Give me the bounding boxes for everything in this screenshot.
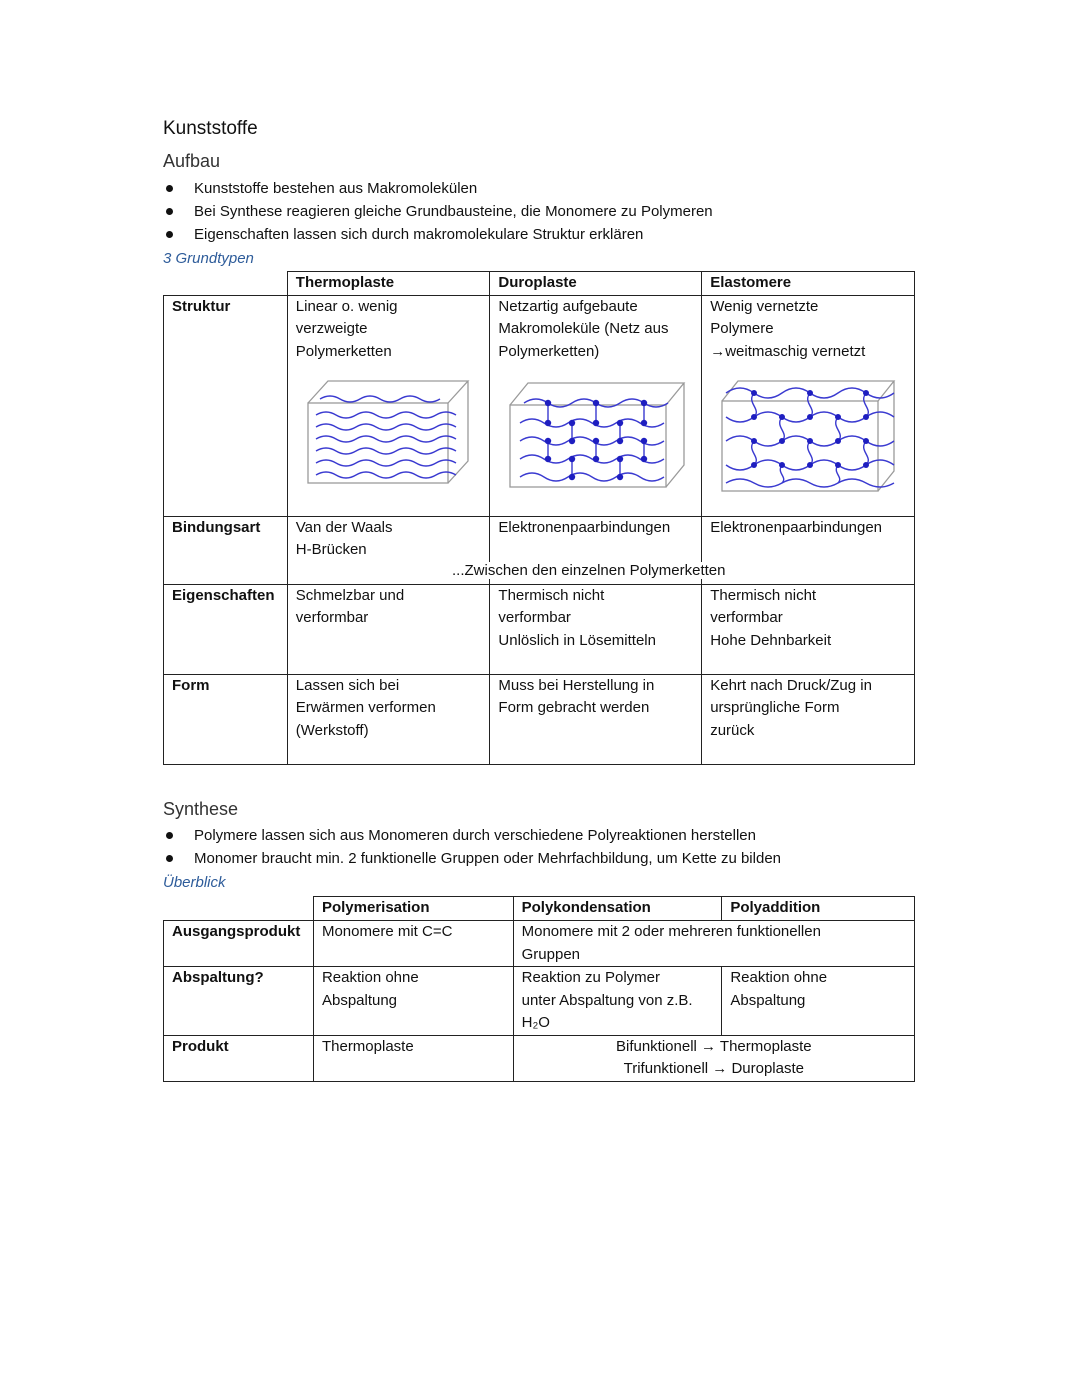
cell-ausgang-kond-add: Monomere mit 2 oder mehreren funktionellen Gruppen [513,921,914,967]
cell-form-duroplaste: Muss bei Herstellung in Form gebracht werden [490,674,702,764]
cell-struktur-thermoplaste: Linear o. wenig verzweigte Polymerketten [287,295,490,516]
cell-bindungsart-thermoplaste: Van der Waals H-Brücken [287,516,490,584]
cell-abspaltung-polyaddition: Reaktion ohne Abspaltung [722,967,915,1036]
cell-struktur-duroplaste: Netzartig aufgebaute Makromoleküle (Netz aus Polymerketten) [490,295,702,516]
header-duroplaste: Duroplaste [490,272,702,296]
cell-struktur-elastomere: Wenig vernetzte Polymere →weitmaschig vernetzt [702,295,915,516]
cell-bindungsart-elastomere: Elektronenpaarbindungen [702,516,915,584]
cell-ausgang-polymerisation: Monomere mit C=C [313,921,513,967]
cell-eigenschaften-thermoplaste: Schmelzbar und verformbar [287,584,490,674]
page-title: Kunststoffe [163,118,258,139]
cell-eigenschaften-elastomere: Thermisch nicht verformbar Hohe Dehnbarkeit [702,584,915,674]
header-elastomere: Elastomere [702,272,915,296]
bullet-icon [166,855,173,862]
table-corner [164,272,288,296]
synthese-bullet-list [163,824,781,870]
bullet-icon [166,832,173,839]
aufbau-bullet-list [163,177,713,246]
header-thermoplaste: Thermoplaste [287,272,490,296]
list-item: Bei Synthese reagieren gleiche Grundbausteine, die Monomere zu Polymeren [163,200,713,223]
cell-abspaltung-polymerisation: Reaktion ohne Abspaltung [313,967,513,1036]
section-heading-synthese: Synthese [163,799,239,819]
elastomer-structure-diagram [716,377,901,495]
row-label-bindungsart: Bindungsart [164,516,288,584]
grundtypen-table [163,271,915,765]
row-label-struktur: Struktur [164,295,288,516]
cell-abspaltung-polykondensation: Reaktion zu Polymer unter Abspaltung von z.B. H₂O [513,967,722,1036]
row-label-form: Form [164,674,288,764]
table-caption-grundtypen: 3 Grundtypen [163,250,254,267]
table-caption-ueberblick: Überblick [163,874,226,891]
cell-produkt-kond-add: Bifunktionell → Thermoplaste Trifunktionell → Duroplaste [513,1035,914,1081]
header-polymerisation: Polymerisation [313,897,513,921]
table-corner [164,897,314,921]
bond-note: ...Zwischen den einzelnen Polymerketten [452,562,726,579]
duroplast-structure-diagram [504,377,689,492]
row-label-eigenschaften: Eigenschaften [164,584,288,674]
section-heading-aufbau: Aufbau [163,151,221,171]
list-item: Monomer braucht min. 2 funktionelle Gruppen oder Mehrfachbildung, um Kette zu bilden [163,847,781,870]
cell-eigenschaften-duroplaste: Thermisch nicht verformbar Unlöslich in Lösemitteln [490,584,702,674]
cell-form-elastomere: Kehrt nach Druck/Zug in ursprüngliche Form zurück [702,674,915,764]
row-label-produkt: Produkt [164,1035,314,1081]
list-item: Polymere lassen sich aus Monomeren durch verschiedene Polyreaktionen herstellen [163,824,781,847]
row-label-ausgangsprodukt: Ausgangsprodukt [164,921,314,967]
bullet-icon [166,185,173,192]
bullet-icon [166,208,173,215]
bullet-icon [166,231,173,238]
header-polyaddition: Polyaddition [722,897,915,921]
list-item: Kunststoffe bestehen aus Makromolekülen [163,177,713,200]
cell-bindungsart-duroplaste: Elektronenpaarbindungen [490,516,702,584]
row-label-abspaltung: Abspaltung? [164,967,314,1036]
cell-form-thermoplaste: Lassen sich bei Erwärmen verformen (Werkstoff) [287,674,490,764]
list-item: Eigenschaften lassen sich durch makromolekulare Struktur erklären [163,223,713,246]
ueberblick-table [163,896,915,1082]
header-polykondensation: Polykondensation [513,897,722,921]
cell-produkt-polymerisation: Thermoplaste [313,1035,513,1081]
thermoplast-structure-diagram [302,377,474,487]
